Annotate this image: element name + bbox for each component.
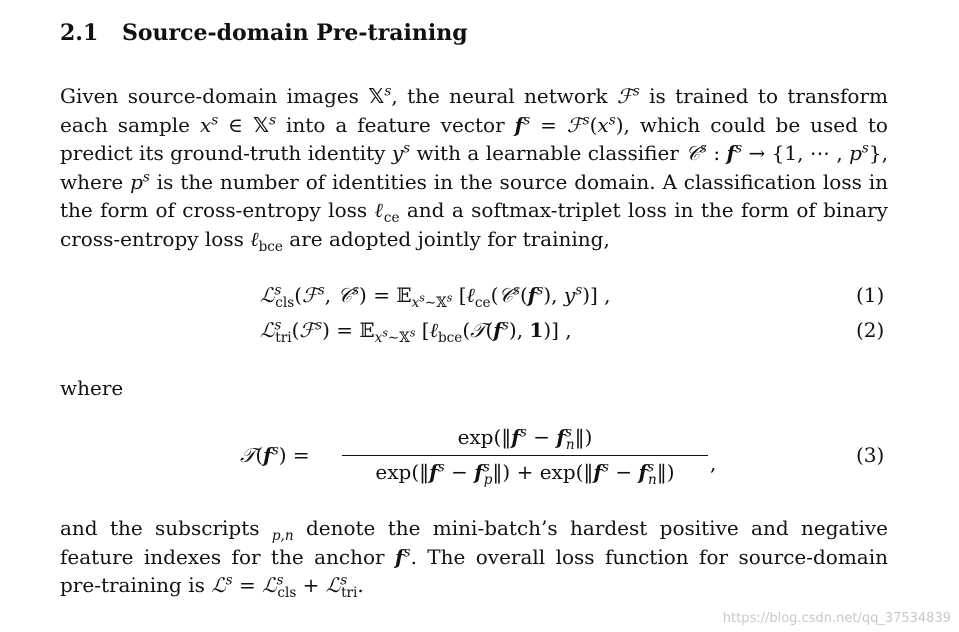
math-lbce: ℓ$_{bce}$ <box>250 226 283 255</box>
math-xs: $x^s$ ∈ <box>199 111 253 137</box>
math-X: 𝕏 <box>368 84 385 108</box>
text-span: is the number of identities in the source domain. A classification loss in the form of cross-entropy loss <box>60 169 888 223</box>
text-span: are adopted jointly for training, <box>282 226 610 251</box>
paragraph-overall-loss: and the subscripts $_{p,n}$ denote the mini-batch’s hardest positive and negative feature indexes for the anchor $f^s$. The overall loss function for source-domain pre-training is ℒ$^s$ = ℒ$^s_{cls}$ + ℒ$^s_{tri}$. <box>60 516 888 602</box>
equation-2-number: (2) <box>856 318 885 342</box>
section-title: Source-domain Pre-training <box>122 20 468 46</box>
paragraph-source-pretraining: Given source-domain images 𝕏$^s$, the neural network ℱ$^s$ is trained to transform each sample $x^s$ ∈ 𝕏$^s$ into a feature vector $f^s$ = $ℱ^s(x^s)$, which could be used to predict its ground-truth identity $y^s$ with a learnable classifier 𝒞$^s$ : $f^s \to \{1$, ⋯ , $p^s$}, where $p^s$ is the number of identities in the source domain. A classification loss in the form of cross-entropy loss ℓ$_{ce}$ and a softmax-triplet loss in the form of binary cross-entropy loss ℓ$_{bce}$ are adopted jointly for training, <box>60 83 888 255</box>
equation-3: $𝒯(f^s)$ = $\exp(‖f^s$ − $f^s_n‖$) $\exp(‖f^s$ − $f^s_p‖$) + $\exp(‖f^s$ − $f^s_n‖$) , <box>240 424 717 488</box>
section-heading <box>60 20 468 46</box>
math-Cs: 𝒞 <box>685 141 700 166</box>
text-span: into a feature vector <box>276 112 515 137</box>
equation-1-number: (1) <box>856 283 885 307</box>
text-span: with a learnable classifier <box>410 141 686 166</box>
equation-2: ℒ$^s_{tri}$(ℱ$^s$) = 𝔼$_{x^s\sim 𝕏^s}$ [$\ell_{bce}(𝒯(f^s)$, 1)] , <box>260 317 572 346</box>
text-span: Given source-domain images <box>60 84 369 108</box>
math-pn: p,n <box>271 528 294 544</box>
math-total-loss: ℒ$^s$ = ℒ$^s_{cls}$ + ℒ$^s_{tri}$. <box>211 572 364 602</box>
math-lce: ℓ$_{ce}$ <box>374 198 400 227</box>
math-F: ℱ <box>617 84 633 108</box>
text-span: , where <box>60 141 888 194</box>
equation-1: ℒ$^s_{cls}$(ℱ$^s$, 𝒞$^s$) = 𝔼$_{x^s\sim 𝕏^s}$ [$\ell_{ce}(𝒞^s(f^s)$, $y^s$)] , <box>260 282 611 311</box>
text-span: and the subscripts <box>60 516 272 540</box>
text-span: . The overall loss function for source-domain pre-training is <box>60 544 888 598</box>
text-span: and a softmax-triplet loss in the form of binary cross-entropy loss <box>60 198 888 251</box>
text-span: , the neural network <box>391 84 617 108</box>
equation-3-number: (3) <box>856 443 885 467</box>
math-fs: f <box>394 544 404 569</box>
text-span: is trained to transform each sample <box>60 84 888 137</box>
text-span: , which could be used to predict its ground-truth identity <box>60 112 888 166</box>
math-ys: $y^s$ <box>391 140 411 166</box>
section-number: 2.1 <box>60 20 99 46</box>
where-text: where <box>60 376 124 400</box>
math-ps: $p^s$ <box>130 169 150 194</box>
math-fs: f <box>514 112 524 137</box>
watermark: https://blog.csdn.net/qq_37534839 <box>722 611 951 626</box>
text-span: denote the mini-batch’s hardest positive and negative feature indexes for the anchor <box>60 516 888 569</box>
